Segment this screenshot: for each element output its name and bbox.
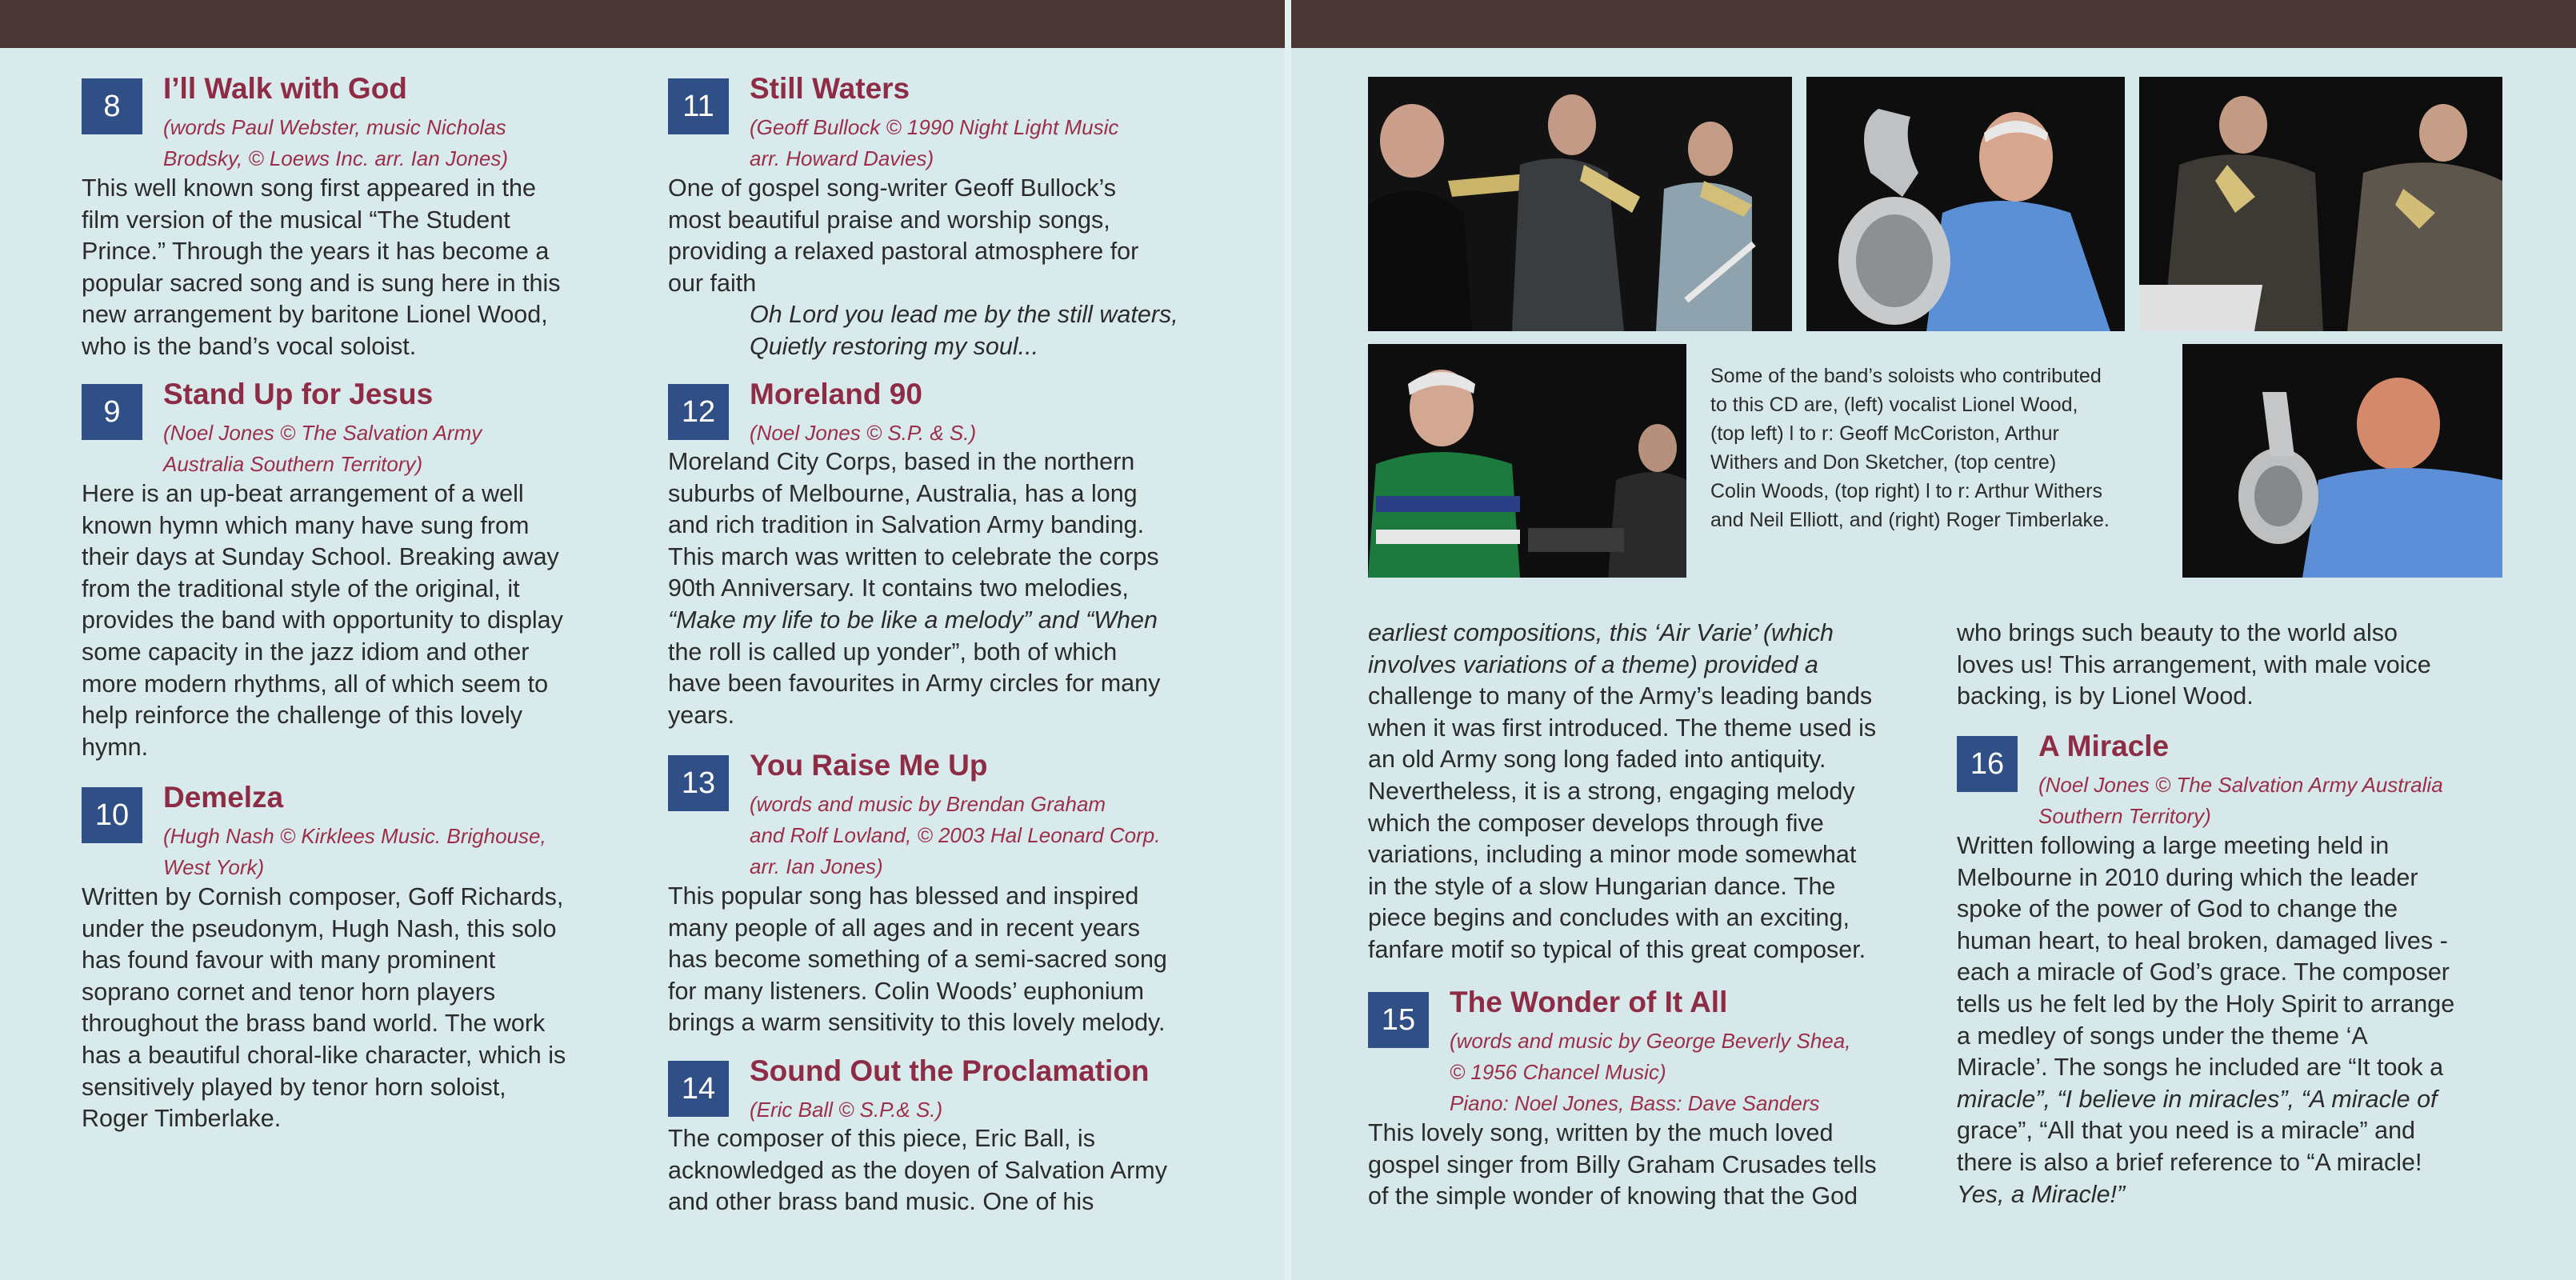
- track-title: You Raise Me Up: [750, 749, 988, 782]
- track-description: Written by Cornish composer, Goff Richards, under the pseudonym, Hugh Nash, this solo has found favour with many prominent soprano cornet and tenor horn players throughout the brass band world. The work has a beautiful choral-like character, which is sensitively played by tenor horn soloist, Roger Timberlake.: [82, 883, 566, 1133]
- photo-caption: Some of the band’s soloists who contributed to this CD are, (left) vocalist Lionel Wood, (top left) l to r: Geoff McCoriston, Arthur Withers and Don Sketcher, (top centre) Colin Woods, (top right) l to r: Arthur Withers and Neil Elliott, and (right) Roger Timberlake.: [1710, 365, 2110, 531]
- left-page: [0, 0, 1285, 1280]
- track-title: Stand Up for Jesus: [163, 378, 434, 410]
- top-bar: [1291, 0, 2576, 48]
- track-number-badge: 13: [668, 755, 729, 811]
- track-title: Sound Out the Proclamation: [750, 1054, 1150, 1087]
- track-description: One of gospel song-writer Geoff Bullock’s most beautiful praise and worship songs, providing a relaxed pastoral atmosphere for our faith Oh Lord you lead me by the still waters, Quietly restoring my soul...: [668, 173, 1178, 363]
- track-credit-line: © 1956 Chancel Music): [1450, 1060, 1666, 1084]
- track-title: The Wonder of It All: [1450, 986, 1728, 1018]
- track-description: This lovely song, written by the much loved gospel singer from Billy Graham Crusades tells of the simple wonder of knowing that the God: [1368, 1119, 1877, 1210]
- track-credit-line: (Geoff Bullock © 1990 Night Light Music: [750, 115, 1119, 139]
- track-credit-line: and Rolf Lovland, © 2003 Hal Leonard Corp.: [750, 823, 1161, 847]
- photo-cornet-duo: [2139, 77, 2502, 331]
- track-credit-line: Southern Territory): [2038, 804, 2211, 828]
- track-description: The composer of this piece, Eric Ball, is acknowledged as the doyen of Salvation Army and other brass band music. One of his: [668, 1125, 1167, 1216]
- track-number-badge: 16: [1957, 736, 2018, 792]
- top-bar: [0, 0, 1285, 48]
- track-number-badge: 8: [82, 78, 142, 134]
- track-number-badge: 15: [1368, 992, 1429, 1048]
- track-14-continued: earliest compositions, this ‘Air Varie’ (which involves variations of a theme) provided a challenge to many of the Army’s leading bands when it was first introduced. The theme used is an old Army song long faded into antiquity. Nevertheless, it is a strong, engaging melody which the composer develops through five variations, including a minor mode somewhat in the style of a slow Hungarian dance. The piece begins and concludes with an exciting, fanfare motif so typical of this great composer.: [1368, 619, 1877, 963]
- track-number-badge: 10: [82, 787, 142, 843]
- track-description: Moreland City Corps, based in the northern suburbs of Melbourne, Australia, has a long and rich tradition in Salvation Army banding. This march was written to celebrate the corps 90th Anniversary. It contains two melodies, “Make my life to be like a melody” and “When the roll is called up yonder”, both of which have been favourites in Army circles for many years.: [668, 448, 1161, 729]
- track-credit-line: (Eric Ball © S.P.& S.): [750, 1098, 943, 1122]
- track-title: Demelza: [163, 781, 284, 814]
- track-credit-line: (Noel Jones © The Salvation Army: [163, 421, 482, 445]
- track-credit-line: Australia Southern Territory): [163, 452, 423, 476]
- track-credit-line: (words and music by George Beverly Shea,: [1450, 1029, 1851, 1053]
- track-description: This well known song first appeared in the film version of the musical “The Student Prince.” Through the years it has become a popular sacred song and is sung here in this new arrangement by baritone Lionel Wood, who is the band’s vocal soloist.: [82, 174, 561, 360]
- lyric-quote: Quietly restoring my soul...: [750, 332, 1039, 360]
- right-page: [1291, 0, 2576, 1280]
- track-credit-line: arr. Ian Jones): [750, 854, 883, 878]
- track-description: Written following a large meeting held in Melbourne in 2010 during which the leader spoke of the power of God to change the human heart, to heal broken, damaged lives - each a miracle of God’s grace. The composer tells us he felt led by the Holy Spirit to arrange a medley of songs under the theme ‘A Miracle’. The songs he included are “It took a miracle”, “I believe in miracles”, “A miracle of grace”, “All that you need is a miracle” and there is also a brief reference to “A miracle! Yes, a Miracle!”: [1957, 832, 2455, 1208]
- track-title: Moreland 90: [750, 378, 922, 410]
- photo-euphonium-soloist: [1806, 77, 2125, 331]
- track-description: Here is an up-beat arrangement of a well known hymn which many have sung from their days at Sunday School. Breaking away from the traditional style of the original, it provides the band with opportunity to display some capacity in the jazz idiom and other more modern rhythms, all of which seem to help reinforce the challenge of this lovely hymn.: [82, 480, 563, 761]
- track-credit-line: (words and music by Brendan Graham: [750, 792, 1106, 816]
- track-credit-line: (words Paul Webster, music Nicholas: [163, 115, 506, 139]
- track-credit-line: West York): [163, 855, 265, 879]
- track-description: This popular song has blessed and inspired many people of all ages and in recent years has become something of a semi-sacred song for many listeners. Colin Woods’ euphonium brings a warm sensitivity to this lovely melody.: [668, 882, 1167, 1037]
- track-title: I’ll Walk with God: [163, 72, 407, 105]
- track-title: Still Waters: [750, 72, 910, 105]
- track-credit-line: (Noel Jones © S.P. & S.): [750, 421, 977, 445]
- photo-tenor-horn-soloist: [2182, 344, 2502, 578]
- track-number-badge: 11: [668, 78, 729, 134]
- track-credit-line: (Noel Jones © The Salvation Army Australia: [2038, 773, 2443, 797]
- track-number-badge: 9: [82, 384, 142, 440]
- track-credit-line: (Hugh Nash © Kirklees Music. Brighouse,: [163, 824, 546, 848]
- track-15-continued: who brings such beauty to the world also loves us! This arrangement, with male voice backing, is by Lionel Wood.: [1957, 619, 2431, 710]
- booklet-fold: [1285, 0, 1291, 1280]
- photo-vocalist: [1368, 344, 1686, 578]
- track-credit-line: arr. Howard Davies): [750, 146, 934, 170]
- track-title: A Miracle: [2038, 730, 2170, 762]
- lyric-quote: Oh Lord you lead me by the still waters,: [750, 301, 1178, 329]
- track-credit-line: Piano: Noel Jones, Bass: Dave Sanders: [1450, 1091, 1820, 1115]
- track-credit-line: Brodsky, © Loews Inc. arr. Ian Jones): [163, 146, 508, 170]
- track-number-badge: 12: [668, 384, 729, 440]
- track-number-badge: 14: [668, 1061, 729, 1117]
- photo-trumpet-trio: [1368, 77, 1792, 331]
